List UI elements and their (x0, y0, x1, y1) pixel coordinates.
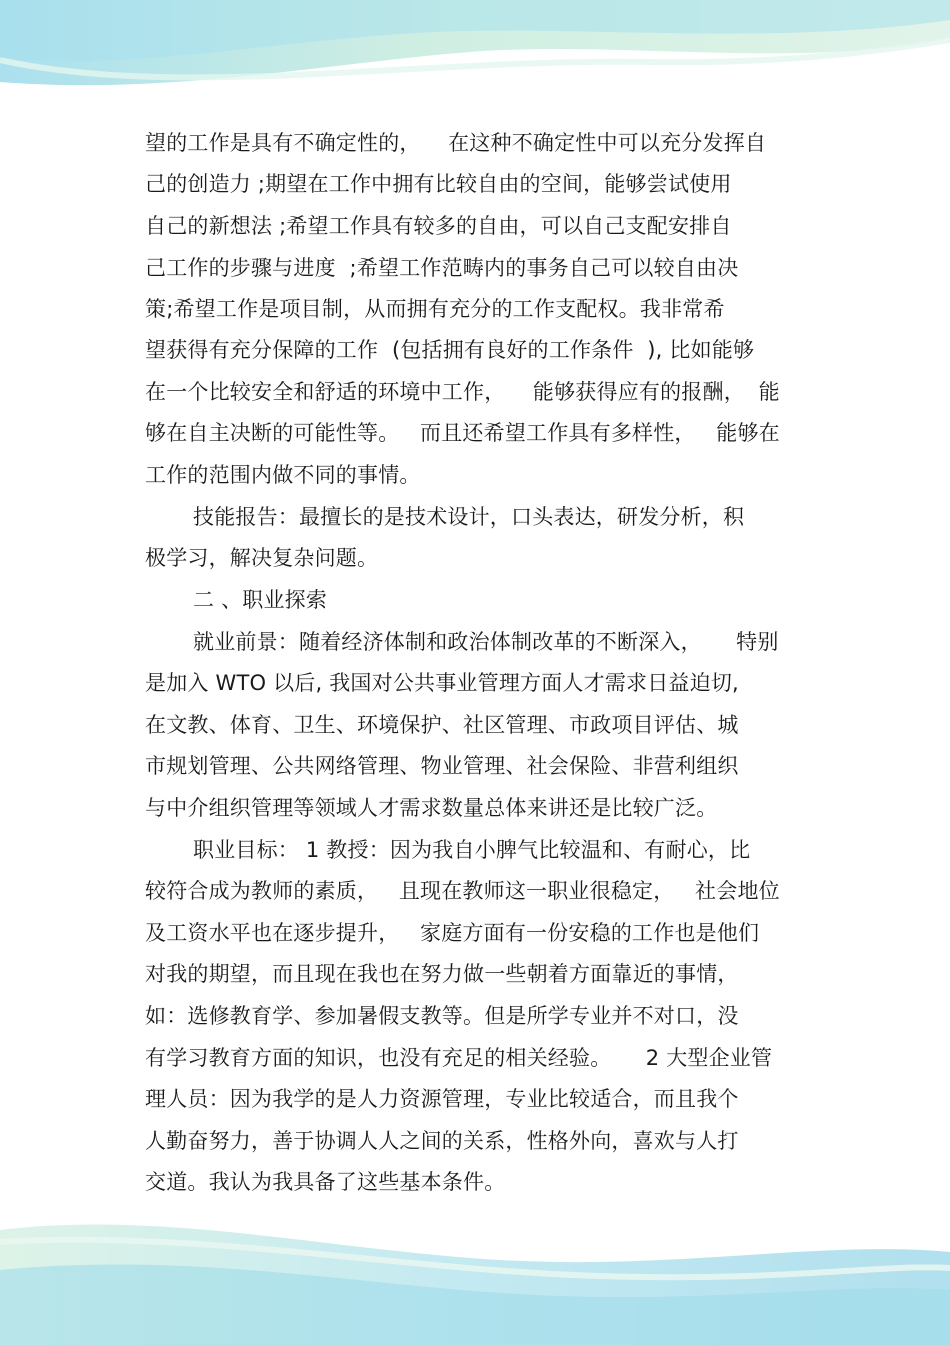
goals-paragraph: 职业目标： 1 教授：因为我自小脾气比较温和、有耐心，比 (193, 838, 751, 862)
text-line: 望的工作是具有不确定性的， 在这种不确定性中可以充分发挥自 (145, 131, 767, 155)
text-line: 够在自主决断的可能性等。 而且还希望工作具有多样性， 能够在 (145, 421, 780, 445)
text-line: 有学习教育方面的知识，也没有充足的相关经验。 2 大型企业管 (145, 1046, 773, 1070)
text-line: 对我的期望，而且现在我也在努力做一些朝着方面靠近的事情， (145, 962, 739, 986)
text-line: 在文教、体育、卫生、环境保护、社区管理、市政项目评估、城 (145, 713, 739, 737)
section-heading: 二 、职业探索 (193, 588, 328, 612)
text-line: 如：选修教育学、参加暑假支教等。但是所学专业并不对口，没 (145, 1004, 739, 1028)
text-line: 与中介组织管理等领域人才需求数量总体来讲还是比较广泛。 (145, 796, 718, 820)
skills-paragraph: 技能报告：最擅长的是技术设计，口头表达，研发分析，积 (193, 505, 745, 529)
text-line: 人勤奋努力，善于协调人人之间的关系，性格外向，喜欢与人打 (145, 1129, 739, 1153)
prospects-paragraph: 就业前景：随着经济体制和政治体制改革的不断深入， 特别 (193, 630, 779, 654)
text-line: 策;希望工作是项目制，从而拥有充分的工作支配权。我非常希 (145, 297, 725, 321)
text-line: 较符合成为教师的素质， 且现在教师这一职业很稳定， 社会地位 (145, 879, 780, 903)
text-line: 理人员：因为我学的是人力资源管理，专业比较适合，而且我个 (145, 1087, 739, 1111)
text-line: 望获得有充分保障的工作 (包括拥有良好的工作条件 ), 比如能够 (145, 338, 755, 362)
text-line: 己工作的步骤与进度 ;希望工作范畴内的事务自己可以较自由决 (145, 256, 739, 280)
text-line: 己的创造力 ;期望在工作中拥有比较自由的空间，能够尝试使用 (145, 172, 732, 196)
text-line: 工作的范围内做不同的事情。 (145, 463, 421, 487)
text-line: 在一个比较安全和舒适的环境中工作， 能够获得应有的报酬， 能 (145, 380, 780, 404)
text-line: 自己的新想法 ;希望工作具有较多的自由，可以自己支配安排自 (145, 214, 732, 238)
text-line: 及工资水平也在逐步提升， 家庭方面有一份安稳的工作也是他们 (145, 921, 760, 945)
text-line: 是加入 WTO 以后, 我国对公共事业管理方面人才需求日益迫切, (145, 671, 739, 695)
text-line: 极学习，解决复杂问题。 (145, 546, 379, 570)
text-line: 市规划管理、公共网络管理、物业管理、社会保险、非营利组织 (145, 754, 739, 778)
text-line: 交道。我认为我具备了这些基本条件。 (145, 1170, 506, 1194)
